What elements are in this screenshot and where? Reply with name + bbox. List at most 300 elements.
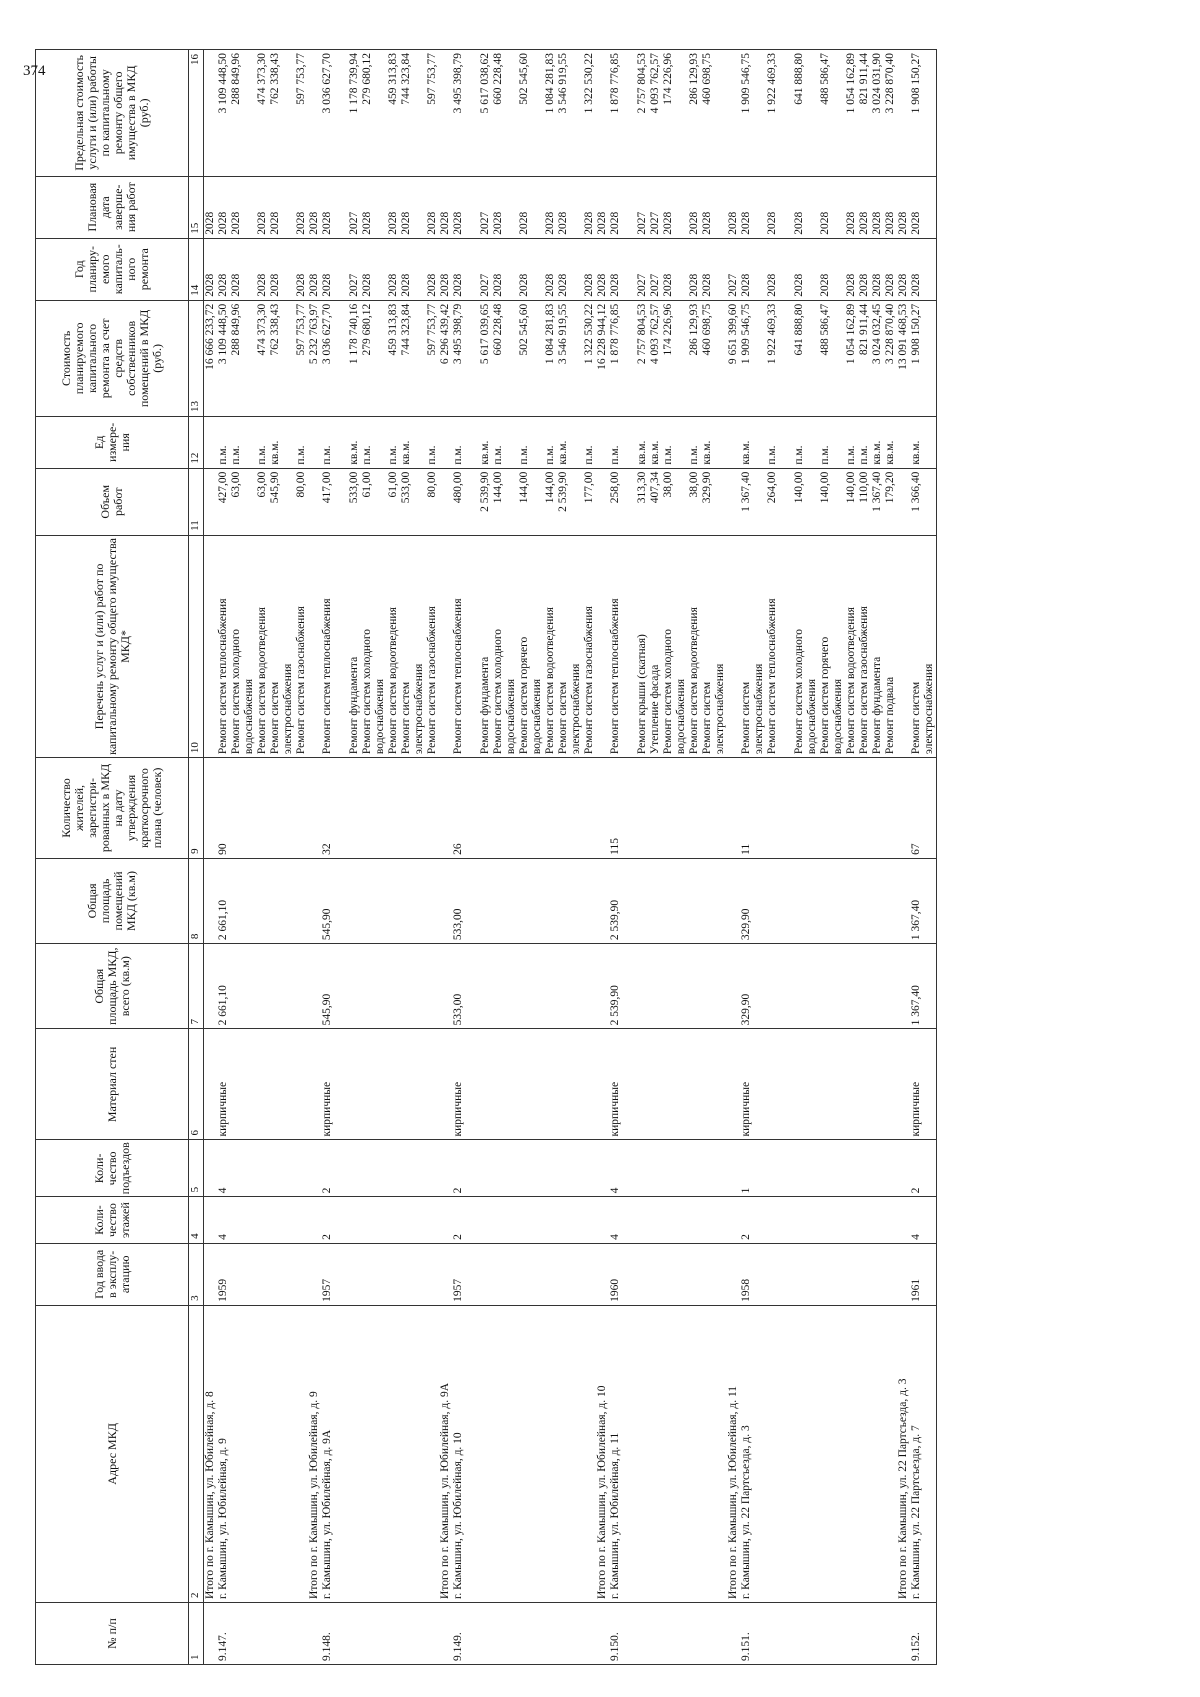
cell-area2 — [334, 858, 348, 943]
cell-entr — [845, 1140, 858, 1197]
cell-num — [531, 1602, 544, 1664]
cell-c15 — [832, 176, 845, 238]
table-row — [675, 50, 688, 1665]
cell-entr — [688, 1140, 701, 1197]
cell-wall — [596, 1029, 609, 1140]
cell-floors — [348, 1197, 361, 1244]
cell-c13: 3 228 870,40 — [884, 300, 897, 416]
cell-c13 — [675, 300, 688, 416]
cell-year — [622, 1243, 636, 1305]
cell-year: 1958 — [740, 1243, 753, 1305]
cell-area — [426, 944, 439, 1029]
cell-work: Ремонт систем холодного — [492, 535, 505, 757]
cell-c16 — [923, 50, 937, 177]
cell-entr — [649, 1140, 662, 1197]
cell-c15 — [413, 176, 426, 238]
cell-c14: 2028 — [740, 238, 753, 300]
cell-wall — [570, 1029, 583, 1140]
cell-c16 — [204, 50, 218, 177]
cell-unit: п.м. — [452, 417, 465, 469]
cell-entr — [622, 1140, 636, 1197]
cell-people — [204, 758, 218, 859]
cell-entr: 4 — [217, 1140, 230, 1197]
cell-floors — [583, 1197, 596, 1244]
cell-vol — [897, 468, 910, 535]
cell-entr — [204, 1140, 218, 1197]
cell-wall — [923, 1029, 937, 1140]
cell-entr — [779, 1140, 793, 1197]
cell-wall — [662, 1029, 675, 1140]
cell-c14: 2028 — [910, 238, 923, 300]
cell-c16: 279 680,12 — [361, 50, 374, 177]
cell-unit: кв.м. — [649, 417, 662, 469]
cell-c14: 2028 — [793, 238, 806, 300]
cell-work — [622, 535, 636, 757]
cell-vol: 533,00 — [348, 468, 361, 535]
cell-vol — [308, 468, 321, 535]
cell-area — [505, 944, 518, 1029]
cell-vol — [832, 468, 845, 535]
cell-c13 — [243, 300, 256, 416]
table-row — [361, 50, 374, 1665]
cell-area — [884, 944, 897, 1029]
cell-work: Ремонт систем водоотведения — [845, 535, 858, 757]
cell-addr — [400, 1305, 413, 1602]
cell-num — [348, 1602, 361, 1664]
table-row — [819, 50, 832, 1665]
cell-c15: 2028 — [596, 176, 609, 238]
cell-vol: 144,00 — [518, 468, 531, 535]
cell-c14: 2027 — [649, 238, 662, 300]
cell-floors — [766, 1197, 779, 1244]
column-number: 3 — [189, 1243, 204, 1305]
table-row — [321, 50, 334, 1665]
column-number: 15 — [189, 176, 204, 238]
table-row — [622, 50, 636, 1665]
cell-c16: 3 546 919,55 — [557, 50, 570, 177]
cell-unit — [413, 417, 426, 469]
cell-entr — [858, 1140, 871, 1197]
cell-wall — [649, 1029, 662, 1140]
cell-people — [426, 758, 439, 859]
cell-unit: п.м. — [688, 417, 701, 469]
cell-num — [793, 1602, 806, 1664]
cell-entr — [348, 1140, 361, 1197]
column-header: Предельная стоимость услуги и (или) работы по капитальному ремонту общего имущества в МКД (руб.) — [36, 50, 189, 177]
cell-addr — [492, 1305, 505, 1602]
cell-area — [806, 944, 819, 1029]
column-number: 13 — [189, 300, 204, 416]
cell-area2 — [675, 858, 688, 943]
cell-c15 — [282, 176, 295, 238]
repair-plan-table — [35, 49, 937, 1665]
cell-area — [675, 944, 688, 1029]
cell-entr — [282, 1140, 295, 1197]
cell-num — [374, 1602, 387, 1664]
cell-c14: 2028 — [518, 238, 531, 300]
cell-area — [282, 944, 295, 1029]
cell-vol: 80,00 — [295, 468, 308, 535]
cell-area — [465, 944, 479, 1029]
cell-work: Ремонт систем холодного — [793, 535, 806, 757]
cell-people — [649, 758, 662, 859]
cell-unit: п.м. — [845, 417, 858, 469]
cell-work — [439, 535, 452, 757]
cell-c16: 821 911,44 — [858, 50, 871, 177]
cell-c15 — [531, 176, 544, 238]
cell-num — [871, 1602, 884, 1664]
cell-area2 — [923, 858, 937, 943]
cell-c16: 474 373,30 — [256, 50, 269, 177]
cell-floors — [923, 1197, 937, 1244]
cell-c14: 2028 — [387, 238, 400, 300]
cell-c13: 3 495 398,79 — [452, 300, 465, 416]
cell-work — [897, 535, 910, 757]
cell-work: Ремонт систем — [269, 535, 282, 757]
cell-wall — [819, 1029, 832, 1140]
cell-unit — [374, 417, 387, 469]
cell-c16 — [413, 50, 426, 177]
cell-c15 — [779, 176, 793, 238]
table-row — [923, 50, 937, 1665]
table-row — [871, 50, 884, 1665]
cell-year — [701, 1243, 714, 1305]
cell-area: 533,00 — [452, 944, 465, 1029]
cell-c16: 3 495 398,79 — [452, 50, 465, 177]
cell-floors — [361, 1197, 374, 1244]
cell-entr — [387, 1140, 400, 1197]
cell-year — [465, 1243, 479, 1305]
cell-c14 — [374, 238, 387, 300]
cell-people — [531, 758, 544, 859]
cell-unit — [832, 417, 845, 469]
cell-year — [505, 1243, 518, 1305]
cell-entr — [570, 1140, 583, 1197]
cell-num — [465, 1602, 479, 1664]
cell-wall — [295, 1029, 308, 1140]
cell-entr — [923, 1140, 937, 1197]
cell-c13: 286 129,93 — [688, 300, 701, 416]
cell-unit — [531, 417, 544, 469]
cell-work: Ремонт систем холодного — [361, 535, 374, 757]
cell-work: электроснабжения — [923, 535, 937, 757]
cell-year — [518, 1243, 531, 1305]
cell-c13: 174 226,96 — [662, 300, 675, 416]
cell-unit: п.м. — [766, 417, 779, 469]
cell-year — [557, 1243, 570, 1305]
cell-work: электроснабжения — [714, 535, 727, 757]
cell-people — [622, 758, 636, 859]
cell-area — [871, 944, 884, 1029]
cell-floors — [727, 1197, 740, 1244]
cell-addr: Итого по г. Камышин, ул. Юбилейная, д. 9 — [308, 1305, 321, 1602]
column-number: 1 — [189, 1602, 204, 1664]
cell-wall — [439, 1029, 452, 1140]
cell-wall — [884, 1029, 897, 1140]
cell-unit — [727, 417, 740, 469]
cell-c16 — [806, 50, 819, 177]
cell-area — [479, 944, 492, 1029]
cell-people — [897, 758, 910, 859]
cell-c13: 1 178 740,16 — [348, 300, 361, 416]
cell-c14: 2028 — [217, 238, 230, 300]
cell-unit: п.м. — [858, 417, 871, 469]
cell-entr — [766, 1140, 779, 1197]
cell-wall — [413, 1029, 426, 1140]
cell-c15: 2028 — [400, 176, 413, 238]
subtotal-row — [897, 50, 910, 1665]
table-row — [570, 50, 583, 1665]
cell-c16: 1 054 162,89 — [845, 50, 858, 177]
cell-c16 — [779, 50, 793, 177]
cell-vol — [465, 468, 479, 535]
cell-vol: 140,00 — [819, 468, 832, 535]
cell-floors — [269, 1197, 282, 1244]
column-header: Коли-чество этажей — [36, 1197, 189, 1244]
cell-vol — [413, 468, 426, 535]
table-row — [753, 50, 766, 1665]
cell-unit: п.м. — [544, 417, 557, 469]
cell-unit: п.м. — [662, 417, 675, 469]
cell-unit: п.м. — [793, 417, 806, 469]
cell-area2 — [230, 858, 243, 943]
cell-year — [374, 1243, 387, 1305]
cell-entr — [505, 1140, 518, 1197]
cell-wall — [204, 1029, 218, 1140]
cell-area2 — [753, 858, 766, 943]
cell-area — [923, 944, 937, 1029]
cell-unit — [439, 417, 452, 469]
table-row — [806, 50, 819, 1665]
cell-addr — [675, 1305, 688, 1602]
cell-work: Ремонт систем горячего — [518, 535, 531, 757]
cell-c13: 279 680,12 — [361, 300, 374, 416]
cell-c16: 641 888,80 — [793, 50, 806, 177]
cell-area2 — [779, 858, 793, 943]
cell-vol: 533,00 — [400, 468, 413, 535]
cell-c13: 641 888,80 — [793, 300, 806, 416]
cell-c13 — [753, 300, 766, 416]
cell-area — [583, 944, 596, 1029]
cell-num — [243, 1602, 256, 1664]
table-row — [740, 50, 753, 1665]
cell-c16: 597 753,77 — [295, 50, 308, 177]
cell-people: 26 — [452, 758, 465, 859]
cell-work: Ремонт систем теплоснабжения — [766, 535, 779, 757]
cell-floors — [779, 1197, 793, 1244]
cell-area — [374, 944, 387, 1029]
cell-year — [583, 1243, 596, 1305]
cell-vol — [727, 468, 740, 535]
column-number: 8 — [189, 858, 204, 943]
cell-c15: 2028 — [910, 176, 923, 238]
cell-area2 — [570, 858, 583, 943]
cell-addr: г. Камышин, ул. Юбилейная, д. 9 — [217, 1305, 230, 1602]
cell-floors — [871, 1197, 884, 1244]
cell-vol: 427,00 — [217, 468, 230, 535]
cell-num — [845, 1602, 858, 1664]
cell-num — [806, 1602, 819, 1664]
cell-unit — [308, 417, 321, 469]
cell-wall — [348, 1029, 361, 1140]
cell-c16 — [596, 50, 609, 177]
cell-floors — [714, 1197, 727, 1244]
cell-work: Ремонт систем газоснабжения — [858, 535, 871, 757]
cell-work: Ремонт крыши (скатная) — [636, 535, 649, 757]
cell-floors — [439, 1197, 452, 1244]
cell-c14: 2028 — [845, 238, 858, 300]
cell-year — [688, 1243, 701, 1305]
cell-floors — [570, 1197, 583, 1244]
table-row — [793, 50, 806, 1665]
cell-num — [361, 1602, 374, 1664]
cell-area — [766, 944, 779, 1029]
cell-entr — [583, 1140, 596, 1197]
cell-area — [230, 944, 243, 1029]
cell-floors — [806, 1197, 819, 1244]
table-row — [688, 50, 701, 1665]
cell-floors — [688, 1197, 701, 1244]
cell-area — [531, 944, 544, 1029]
cell-num — [923, 1602, 937, 1664]
column-number: 12 — [189, 417, 204, 469]
cell-year — [204, 1243, 218, 1305]
table-row — [374, 50, 387, 1665]
cell-c13 — [832, 300, 845, 416]
cell-c16 — [374, 50, 387, 177]
cell-area2 — [858, 858, 871, 943]
cell-year — [727, 1243, 740, 1305]
column-number: 9 — [189, 758, 204, 859]
cell-c15: 2028 — [662, 176, 675, 238]
cell-c14 — [622, 238, 636, 300]
cell-wall — [871, 1029, 884, 1140]
cell-c13: 502 545,60 — [518, 300, 531, 416]
cell-num — [439, 1602, 452, 1664]
cell-people — [753, 758, 766, 859]
cell-area2 — [531, 858, 544, 943]
cell-people — [295, 758, 308, 859]
cell-floors — [544, 1197, 557, 1244]
cell-work: Ремонт систем горячего — [819, 535, 832, 757]
cell-c13: 2 757 804,53 — [636, 300, 649, 416]
cell-c13: 6 296 439,42 — [439, 300, 452, 416]
cell-c16: 3 036 627,70 — [321, 50, 334, 177]
cell-c13: 460 698,75 — [701, 300, 714, 416]
cell-unit: кв.м. — [348, 417, 361, 469]
cell-year — [766, 1243, 779, 1305]
cell-c14: 2028 — [544, 238, 557, 300]
cell-area — [204, 944, 218, 1029]
cell-unit: п.м. — [361, 417, 374, 469]
cell-num — [727, 1602, 740, 1664]
cell-floors: 4 — [910, 1197, 923, 1244]
cell-area — [727, 944, 740, 1029]
cell-c16: 460 698,75 — [701, 50, 714, 177]
cell-num — [334, 1602, 348, 1664]
cell-people — [256, 758, 269, 859]
cell-c14 — [282, 238, 295, 300]
cell-wall — [426, 1029, 439, 1140]
cell-area — [688, 944, 701, 1029]
cell-vol: 1 366,40 — [910, 468, 923, 535]
cell-num — [819, 1602, 832, 1664]
cell-floors — [884, 1197, 897, 1244]
cell-addr — [753, 1305, 766, 1602]
cell-entr — [557, 1140, 570, 1197]
cell-unit: п.м. — [295, 417, 308, 469]
cell-people — [518, 758, 531, 859]
cell-work: Ремонт систем — [910, 535, 923, 757]
cell-addr — [622, 1305, 636, 1602]
cell-entr: 1 — [740, 1140, 753, 1197]
cell-vol: 2 539,90 — [557, 468, 570, 535]
cell-c15: 2028 — [387, 176, 400, 238]
cell-unit: кв.м. — [740, 417, 753, 469]
cell-area2: 545,90 — [321, 858, 334, 943]
cell-people — [923, 758, 937, 859]
cell-wall — [688, 1029, 701, 1140]
cell-year — [361, 1243, 374, 1305]
cell-num — [884, 1602, 897, 1664]
cell-year — [858, 1243, 871, 1305]
cell-wall — [793, 1029, 806, 1140]
cell-num — [518, 1602, 531, 1664]
cell-floors — [243, 1197, 256, 1244]
cell-c14: 2027 — [636, 238, 649, 300]
cell-c15 — [753, 176, 766, 238]
table-row — [583, 50, 596, 1665]
cell-c14 — [334, 238, 348, 300]
cell-c15: 2028 — [557, 176, 570, 238]
cell-area — [308, 944, 321, 1029]
cell-area — [400, 944, 413, 1029]
cell-addr — [793, 1305, 806, 1602]
cell-year — [596, 1243, 609, 1305]
cell-c15: 2028 — [544, 176, 557, 238]
cell-work — [779, 535, 793, 757]
subtotal-row — [596, 50, 609, 1665]
column-header: Ед измере-ния — [36, 417, 189, 469]
cell-c15: 2028 — [217, 176, 230, 238]
cell-vol: 179,20 — [884, 468, 897, 535]
cell-wall — [701, 1029, 714, 1140]
cell-area2 — [727, 858, 740, 943]
cell-area2 — [806, 858, 819, 943]
cell-year — [413, 1243, 426, 1305]
cell-c16: 2 757 804,53 — [636, 50, 649, 177]
cell-vol — [282, 468, 295, 535]
cell-c14 — [753, 238, 766, 300]
cell-c13: 1 084 281,83 — [544, 300, 557, 416]
cell-num — [282, 1602, 295, 1664]
cell-c15 — [622, 176, 636, 238]
cell-unit: п.м. — [426, 417, 439, 469]
cell-entr — [465, 1140, 479, 1197]
cell-c15 — [465, 176, 479, 238]
cell-c13 — [531, 300, 544, 416]
cell-wall — [334, 1029, 348, 1140]
cell-vol: 144,00 — [492, 468, 505, 535]
cell-unit — [570, 417, 583, 469]
cell-work: электроснабжения — [753, 535, 766, 757]
cell-area2 — [596, 858, 609, 943]
cell-addr — [465, 1305, 479, 1602]
cell-c13: 4 093 762,57 — [649, 300, 662, 416]
cell-c15: 2028 — [426, 176, 439, 238]
cell-area2: 2 661,10 — [217, 858, 230, 943]
cell-year: 1957 — [321, 1243, 334, 1305]
